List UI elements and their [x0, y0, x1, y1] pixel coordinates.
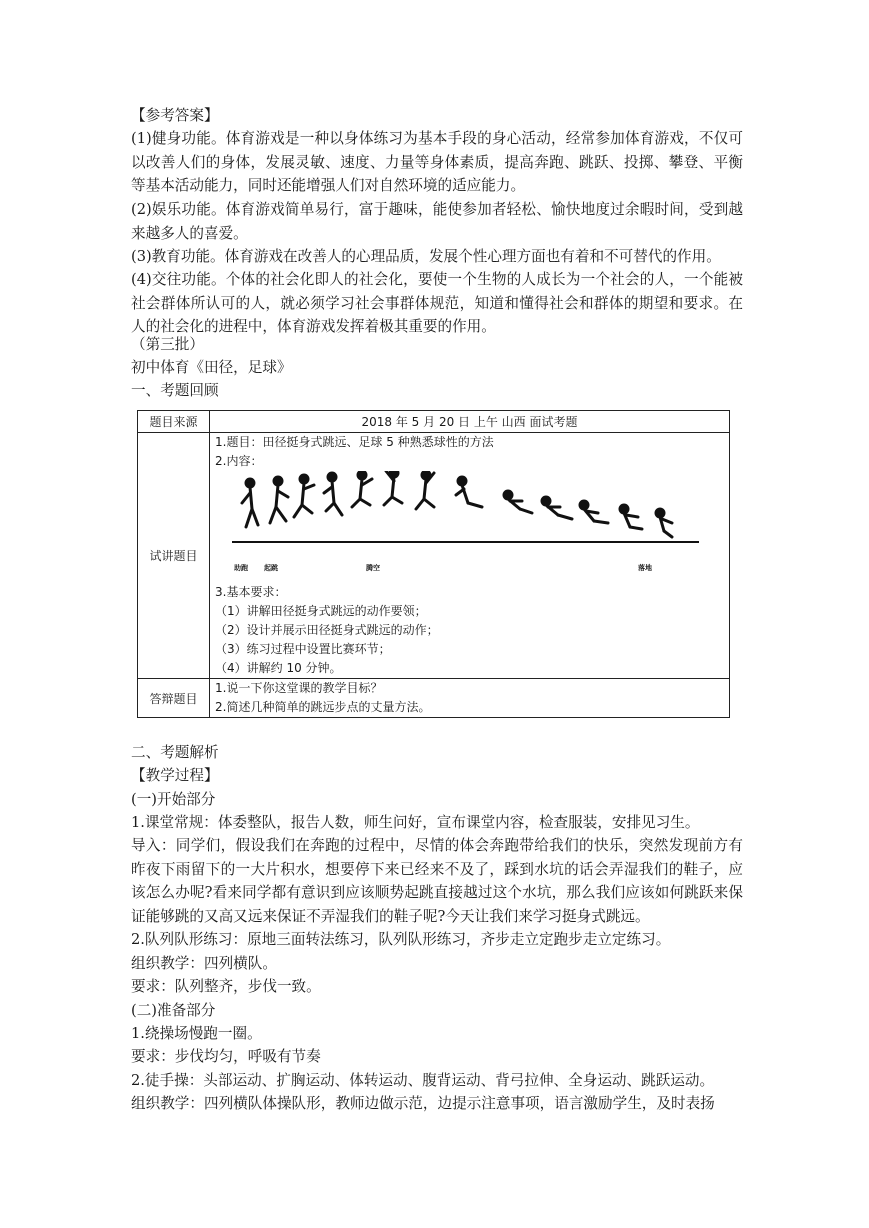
figure-label-run: 助跑: [234, 564, 248, 572]
part1-heading: (一)开始部分: [131, 791, 216, 808]
part1-paragraph-2: 导入：同学们，假设我们在奔跑的过程中，尽情的体会奔跑带给我们的快乐，突然发现前方有昨夜下雨留下的一大片积水，想要停下来已经来不及了，踩到水坑的话会弄湿我们的鞋子，应该怎么办呢?看来同学都有意识到应该顺势起跳直接越过这个水坑，那么我们应该如何跳跃来保证能够跳的又高又远来保证不弄湿我们的鞋子呢?今天让我们来学习挺身式跳远。: [131, 837, 743, 925]
part1-paragraph-4: 组织教学：四列横队。: [131, 955, 277, 972]
trial-label: 试讲题目: [138, 433, 210, 679]
answer-paragraph-3: (3)教育功能。体育游戏在改善人的心理品质，发展个性心理方面也有着和不可替代的作用。: [131, 248, 721, 265]
part2-paragraph-3: 2.徒手操：头部运动、扩胸运动、体转运动、腹背运动、背弓拉伸、全身运动、跳跃运动。: [131, 1072, 715, 1089]
trial-content: [210, 433, 730, 679]
trial-line-2: 2.内容：: [215, 454, 263, 468]
requirement-4: （4）讲解约 10 分钟。: [215, 661, 342, 675]
process-heading: 【教学过程】: [131, 767, 219, 784]
answer-paragraph-2: (2)娱乐功能。体育游戏简单易行，富于趣味，能使参加者轻松、愉快地度过余暇时间，受到越来越多人的喜爱。: [131, 201, 743, 242]
answer-paragraph-1: (1)健身功能。体育游戏是一种以身体练习为基本手段的身心活动，经常参加体育游戏，不仅可以改善人们的身体，发展灵敏、速度、力量等身体素质，提高奔跑、跳跃、投掷、攀登、平衡等基本活动能力，同时还能增强人们对自然环境的适应能力。: [131, 130, 743, 194]
part2-paragraph-2: 要求：步伐均匀，呼吸有节奏: [131, 1048, 321, 1065]
defense-line-1: 1.说一下你这堂课的教学目标？: [215, 681, 383, 695]
defense-content: [210, 679, 730, 718]
part2-paragraph-1: 1.绕操场慢跑一圈。: [131, 1025, 262, 1042]
trial-line-1: 1.题目：田径挺身式跳远、足球 5 种熟悉球性的方法: [215, 435, 494, 449]
figure-label-landing: 落地: [638, 564, 652, 572]
long-jump-illustration: [228, 471, 729, 583]
batch-label: （第三批）: [131, 336, 204, 353]
requirements-title: 3.基本要求：: [215, 585, 287, 599]
part1-paragraph-1: 1.课堂常规：体委整队，报告人数，师生问好，宣布课堂内容，检查服装，安排见习生。: [131, 814, 700, 831]
part1-paragraph-3: 2.队列队形练习：原地三面转法练习，队列队形练习，齐步走立定跑步走立定练习。: [131, 931, 671, 948]
defense-label: 答辩题目: [138, 679, 210, 718]
figure-label-takeoff: 起跳: [264, 564, 278, 572]
section-heading-review: 一、考题回顾: [131, 382, 219, 399]
source-label: 题目来源: [138, 411, 210, 433]
course-title: 初中体育《田径，足球》: [131, 359, 292, 376]
requirement-2: （2）设计并展示田径挺身式跳远的动作；: [215, 623, 439, 637]
section-heading-analysis: 二、考题解析: [131, 744, 219, 761]
source-value: 2018 年 5 月 20 日 上午 山西 面试考题: [210, 411, 730, 433]
jump-sequence-figure: [228, 471, 718, 561]
part2-heading: (二)准备部分: [131, 1002, 216, 1019]
requirement-1: （1）讲解田径挺身式跳远的动作要领；: [215, 604, 427, 618]
answer-heading: 【参考答案】: [131, 107, 219, 124]
ground-line: [232, 541, 699, 543]
defense-line-2: 2.简述几种简单的跳远步点的丈量方法。: [215, 700, 431, 714]
exam-question-table: [137, 410, 730, 718]
part2-paragraph-4: 组织教学：四列横队体操队形，教师边做示范，边提示注意事项，语言激励学生，及时表扬: [131, 1095, 715, 1112]
part1-paragraph-5: 要求：队列整齐，步伐一致。: [131, 978, 321, 995]
figure-label-flight: 腾空: [366, 564, 380, 572]
requirement-3: （3）练习过程中设置比赛环节；: [215, 642, 391, 656]
answer-paragraph-4: (4)交往功能。个体的社会化即人的社会化，要使一个生物的人成长为一个社会的人，一个能被社会群体所认可的人，就必须学习社会事群体规范，知道和懂得社会和群体的期望和要求。在人的社会化的进程中，体育游戏发挥着极其重要的作用。: [131, 271, 743, 335]
